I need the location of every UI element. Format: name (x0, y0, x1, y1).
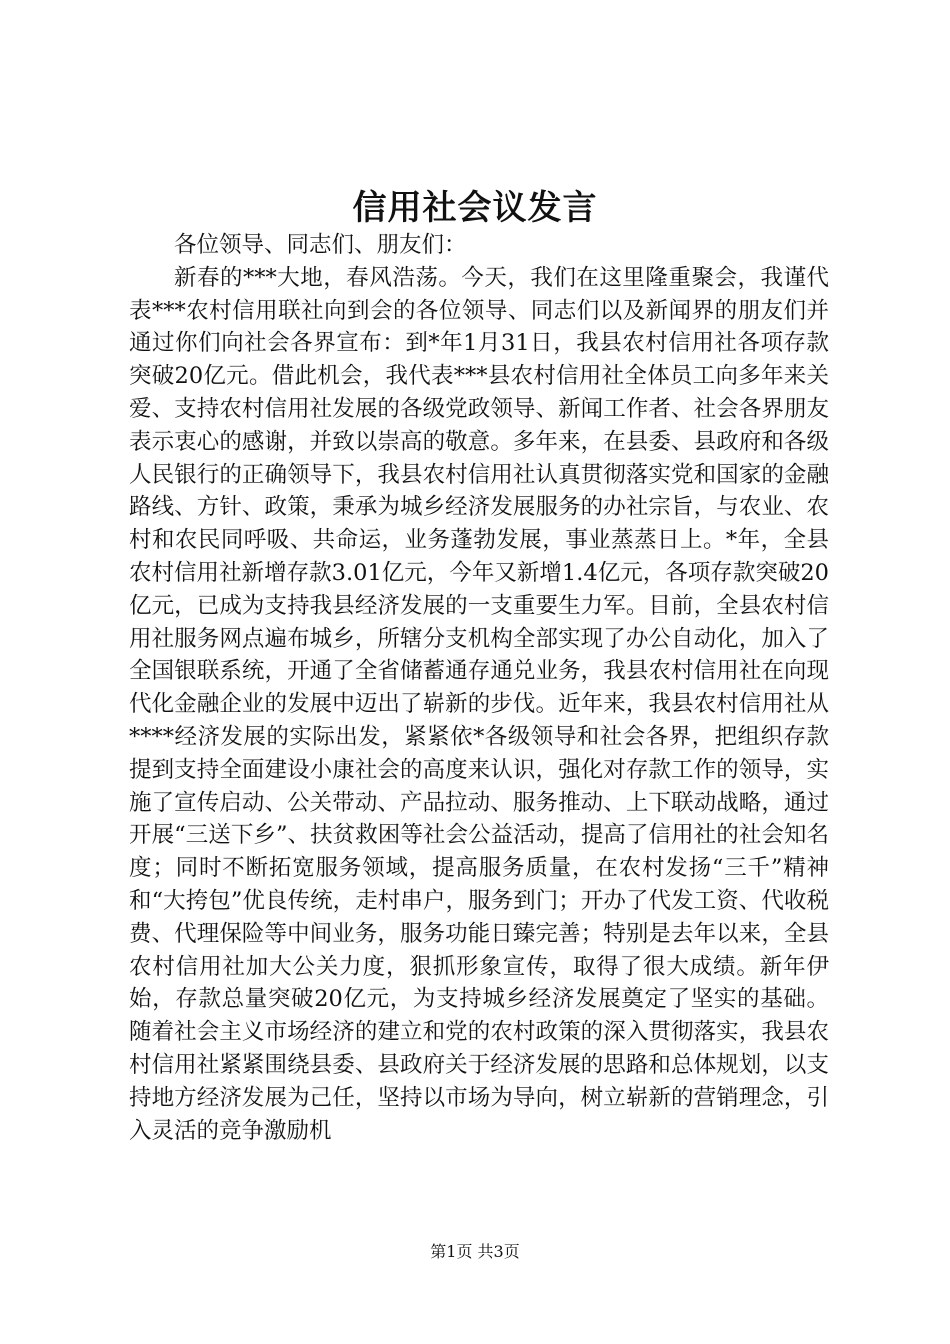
page-number: 第1页 共3页 (430, 1242, 520, 1261)
salutation: 各位领导、同志们、朋友们： (174, 232, 467, 258)
document-body (129, 229, 829, 1147)
body-paragraph: 新春的***大地，春风浩荡。今天，我们在这里隆重聚会，我谨代表***农村信用联社向到会的各位领导、同志们以及新闻界的朋友们并通过你们向社会各界宣布：到*年1月31日，我县农村信用社各项存款突破20亿元。借此机会，我代表***县农村信用社全体员工向多年来关爱、支持农村信用社发展的各级党政领导、新闻工作者、社会各界朋友表示衷心的感谢，并致以崇高的敬意。多年来，在县委、县政府和各级人民银行的正确领导下，我县农村信用社认真贯彻落实党和国家的金融路线、方针、政策，秉承为城乡经济发展服务的办社宗旨，与农业、农村和农民同呼吸、共命运，业务蓬勃发展，事业蒸蒸日上。*年，全县农村信用社新增存款3.01亿元，今年又新增1.4亿元，各项存款突破20亿元，已成为支持我县经济发展的一支重要生力军。目前，全县农村信用社服务网点遍布城乡，所辖分支机构全部实现了办公自动化，加入了全国银联系统，开通了全省储蓄通存通兑业务，我县农村信用社在向现代化金融企业的发展中迈出了崭新的步伐。近年来，我县农村信用社从****经济发展的实际出发，紧紧依*各级领导和社会各界，把组织存款提到支持全面建设小康社会的高度来认识，强化对存款工作的领导，实施了宣传启动、公关带动、产品拉动、服务推动、上下联动战略，通过开展“三送下乡”、扶贫救困等社会公益活动，提高了信用社的社会知名度；同时不断拓宽服务领域，提高服务质量，在农村发扬“三千”精神和“大挎包”优良传统，走村串户，服务到门；开办了代发工资、代收税费、代理保险等中间业务，服务功能日臻完善；特别是去年以来，全县农村信用社加大公关力度，狠抓形象宣传，取得了很大成绩。新年伊始，存款总量突破20亿元，为支持城乡经济发展奠定了坚实的基础。随着社会主义市场经济的建立和党的农村政策的深入贯彻落实，我县农村信用社紧紧围绕县委、县政府关于经济发展的思路和总体规划，以支持地方经济发展为己任，坚持以市场为导向，树立崭新的营销理念，引入灵活的竞争激励机 (129, 264, 829, 1144)
document-title: 信用社会议发言 (352, 188, 598, 228)
